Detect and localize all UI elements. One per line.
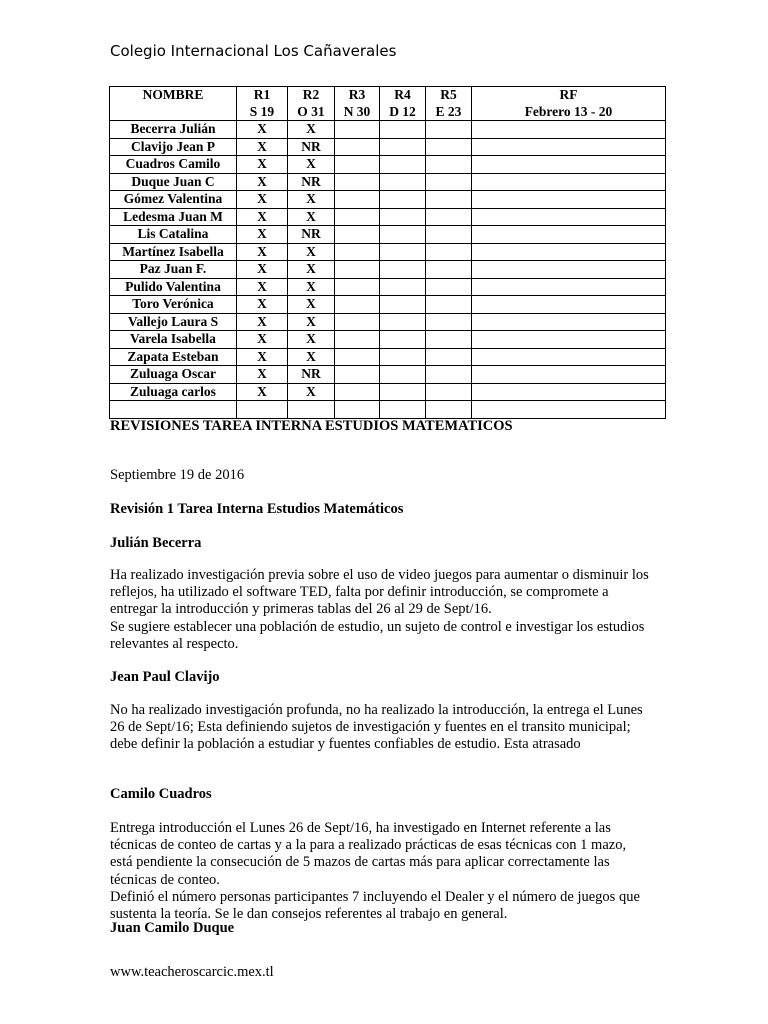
review-cell: X [237,226,288,244]
review-cell [335,243,380,261]
column-header [288,87,335,121]
review-cell: NR [288,366,335,384]
review-cell: X [237,121,288,139]
review-cell: X [237,173,288,191]
review-cell [426,173,472,191]
review-cell [380,173,426,191]
review-cell [472,366,666,384]
column-header-line: O 31 [297,103,325,119]
student-name-cell: Becerra Julián [110,121,237,139]
table-row [110,138,666,156]
review-cell [426,156,472,174]
review-cell [472,278,666,296]
table-row [110,331,666,349]
review-cell [380,191,426,209]
table-row [110,313,666,331]
review-cell [426,208,472,226]
column-header [472,87,666,121]
review-cell [472,383,666,401]
student-name-cell: Duque Juan C [110,173,237,191]
review-cell [472,208,666,226]
table-row [110,243,666,261]
student-notes: No ha realizado investigación profunda, no ha realizado la introducción, la entrega el Lunes 26 de Sept/16; Esta definiendo sujetos de investigación y fuentes en el transito municipal; debe definir la población a estudiar y fuentes confiables de estudio. Esta atrasado [110,702,643,753]
review-cell: NR [288,226,335,244]
review-cell [335,226,380,244]
column-header-line: R5 [440,87,457,102]
student-name: Jean Paul Clavijo [110,669,220,685]
column-header [237,87,288,121]
review-cell [335,208,380,226]
review-cell: X [237,243,288,261]
table-row [110,296,666,314]
review-cell: X [288,156,335,174]
review-cell [335,401,380,419]
column-header-line: R1 [253,87,271,102]
review-cell [426,366,472,384]
school-header: Colegio Internacional Los Cañaverales [110,42,397,60]
table-row [110,226,666,244]
review-cell [472,261,666,279]
review-cell: X [237,366,288,384]
review-cell: X [288,243,335,261]
column-header-line: S 19 [249,103,275,119]
column-header-line: D 12 [389,103,416,119]
review-cell [380,348,426,366]
review-cell [380,401,426,419]
student-name-cell: Vallejo Laura S [110,313,237,331]
review-cell [380,278,426,296]
review-cell: X [288,191,335,209]
review-cell [335,173,380,191]
review-cell: X [288,261,335,279]
review-cell [335,348,380,366]
review-cell: X [288,278,335,296]
review-cell [472,121,666,139]
review-cell [335,191,380,209]
review-cell [380,243,426,261]
review-cell: X [237,156,288,174]
review-cell [380,296,426,314]
student-name-cell: Pulido Valentina [110,278,237,296]
review-cell [472,401,666,419]
table-header-row [110,87,666,121]
review-cell: X [237,261,288,279]
student-name: Julián Becerra [110,535,202,551]
review-cell: X [237,313,288,331]
student-name-cell: Martínez Isabella [110,243,237,261]
review-cell: X [288,296,335,314]
review-cell [380,208,426,226]
review-cell [335,156,380,174]
review-cell [380,138,426,156]
review-cell [426,331,472,349]
review-cell [335,331,380,349]
table-row [110,278,666,296]
review-cell [288,401,335,419]
column-header-line: Febrero 13 - 20 [524,103,613,119]
table-row [110,383,666,401]
review-cell: X [288,313,335,331]
column-header-line: R2 [302,87,320,102]
review-cell [426,348,472,366]
review-cell [472,296,666,314]
table-row [110,348,666,366]
column-header-line: RF [559,87,578,102]
student-name-cell: Ledesma Juan M [110,208,237,226]
document-title: REVISIONES TAREA INTERNA ESTUDIOS MATEMATICOS [110,418,513,434]
review-cell [472,348,666,366]
review-cell: X [237,383,288,401]
column-header [335,87,380,121]
column-header-line: R4 [394,87,411,102]
review-cell [335,278,380,296]
review-cell [335,138,380,156]
review-cell [426,121,472,139]
grades-table [109,86,666,419]
review-cell: X [237,348,288,366]
review-cell [426,278,472,296]
column-header-line: NOMBRE [142,87,204,102]
column-header [110,87,237,121]
student-name-cell: Lis Catalina [110,226,237,244]
review-cell: NR [288,173,335,191]
table-row [110,401,666,419]
review-cell [426,243,472,261]
table-row [110,156,666,174]
student-name-cell: Cuadros Camilo [110,156,237,174]
review-cell [335,313,380,331]
review-cell [335,366,380,384]
table-body [110,121,666,419]
review-cell [380,156,426,174]
student-name-cell: Paz Juan F. [110,261,237,279]
column-header [380,87,426,121]
review-cell [335,261,380,279]
review-cell: X [237,138,288,156]
student-name-cell: Gómez Valentina [110,191,237,209]
review-cell: X [288,208,335,226]
review-cell [426,401,472,419]
table-row [110,208,666,226]
review-cell: X [237,208,288,226]
review-cell [472,138,666,156]
review-cell [380,261,426,279]
table-row [110,261,666,279]
review-cell [426,383,472,401]
student-name: Juan Camilo Duque [110,920,235,936]
review-cell [472,156,666,174]
document-date: Septiembre 19 de 2016 [110,467,245,483]
student-notes: Ha realizado investigación previa sobre el uso de video juegos para aumentar o disminuir los reflejos, ha utilizado el software TED, falta por definir introducción, se compromete a entregar la introducción y primeras tablas del 26 al 29 de Sept/16. Se sugiere establecer una población de estudio, un sujeto de control e investigar los estudios relevantes al respecto. [110,567,649,652]
column-header-line: R3 [348,87,366,102]
review-cell [472,173,666,191]
review-cell [380,313,426,331]
column-header-line: N 30 [343,103,371,119]
review-cell [335,296,380,314]
review-cell [472,331,666,349]
review-cell [426,138,472,156]
student-name-cell: Zuluaga Oscar [110,366,237,384]
review-cell [472,226,666,244]
review-cell [380,331,426,349]
column-header [426,87,472,121]
review-cell [380,121,426,139]
review-cell [426,261,472,279]
review-cell: X [288,383,335,401]
revision-heading: Revisión 1 Tarea Interna Estudios Matemáticos [110,501,404,517]
review-cell [380,226,426,244]
student-name: Camilo Cuadros [110,786,212,802]
review-cell: NR [288,138,335,156]
review-cell [426,191,472,209]
review-cell [335,121,380,139]
student-name-cell: Clavijo Jean P [110,138,237,156]
review-cell: X [237,191,288,209]
student-name-cell: Varela Isabella [110,331,237,349]
column-header-line: E 23 [435,103,462,119]
table-row [110,173,666,191]
review-cell [472,243,666,261]
student-name-cell [110,401,237,419]
review-cell [426,296,472,314]
review-cell: X [288,348,335,366]
review-cell [472,191,666,209]
review-cell: X [288,331,335,349]
student-notes: Entrega introducción el Lunes 26 de Sept/16, ha investigado en Internet referente a las técnicas de conteo de cartas y a la para a realizado prácticas de esas técnicas con 1 mazo, está pendiente la consecución de 5 mazos de cartas más para aplicar correctamente las técnicas de conteo. Definió el número personas participantes 7 incluyendo el Dealer y el número de juegos que sustenta la teoría. Se le dan consejos referentes al trabajo en general. [110,820,640,923]
review-cell: X [237,331,288,349]
review-cell [426,226,472,244]
student-name-cell: Zapata Esteban [110,348,237,366]
review-cell [472,313,666,331]
student-name-cell: Toro Verónica [110,296,237,314]
table-row [110,121,666,139]
review-cell [380,366,426,384]
review-cell [237,401,288,419]
review-cell [380,383,426,401]
student-name-cell: Zuluaga carlos [110,383,237,401]
review-cell: X [288,121,335,139]
footer-url: www.teacheroscarcic.mex.tl [110,964,274,980]
review-cell [426,313,472,331]
review-cell [335,383,380,401]
review-cell: X [237,278,288,296]
review-cell: X [237,296,288,314]
table-row [110,191,666,209]
table-row [110,366,666,384]
